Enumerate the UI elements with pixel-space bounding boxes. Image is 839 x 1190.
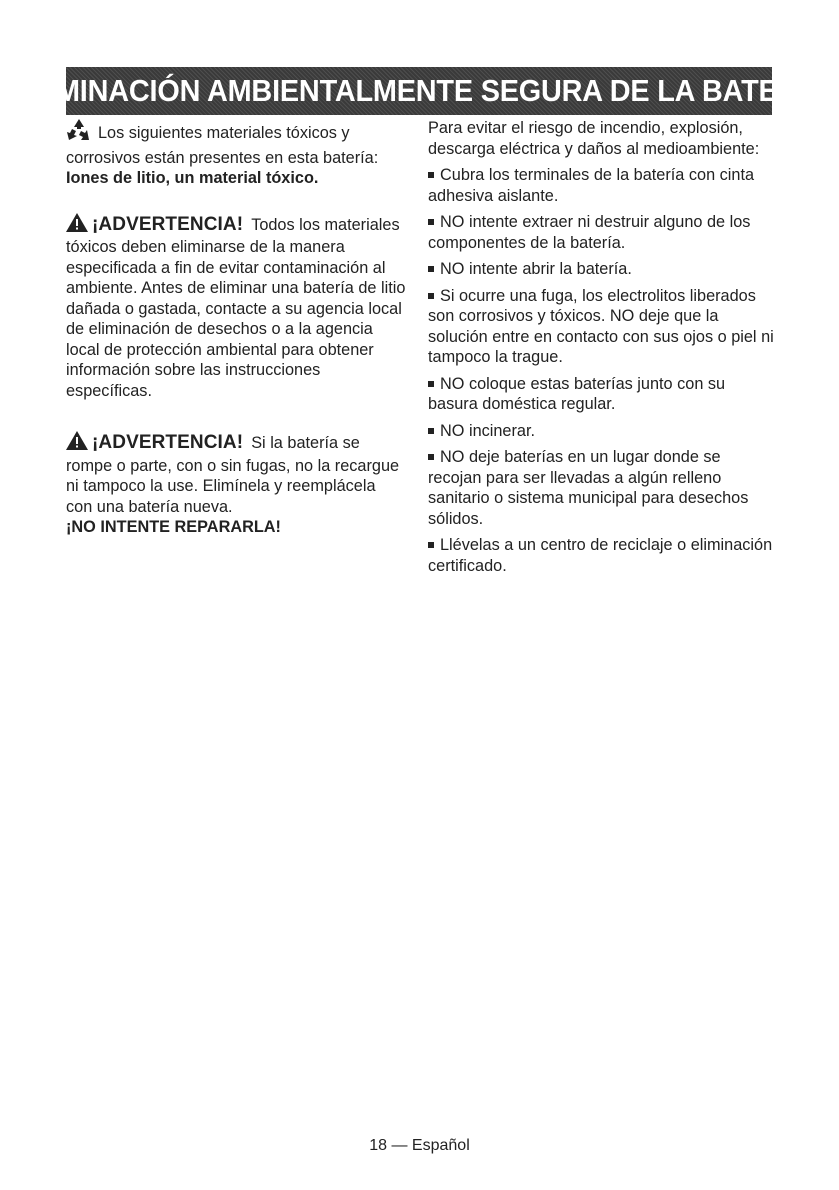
list-item: Cubra los terminales de la batería con cinta adhesiva aislante. [428, 166, 755, 205]
warning-text: Si la batería se rompe o parte, con o sin fugas, no la recargue ni tampoco la use. Elimínela y reemplácela con una batería nueva. [66, 434, 400, 516]
list-item: NO incinerar. [428, 421, 778, 442]
bullet-square-icon [428, 266, 434, 272]
warning-text: Todos los materiales tóxicos deben eliminarse de la manera especificada a fin de evitar contaminación al ambiente. Antes de eliminar una batería de litio dañada o gastada, contacte a su agencia local de eliminación de desechos o a la agencia local de protección ambiental para obtener información sobre las instrucciones específicas. [66, 215, 406, 400]
intro-text: Para evitar el riesgo de incendio, explosión, descarga eléctrica y daños al medioambiente: [428, 119, 760, 158]
list-item: Si ocurre una fuga, los electrolitos liberados son corrosivos y tóxicos. NO deje que la solución entre en contacto con sus ojos o piel ni tampoco la trague. [428, 286, 774, 366]
warning-block-2 [66, 431, 406, 538]
warning-block-1 [66, 213, 406, 402]
bullet-square-icon [428, 542, 434, 548]
right-column [428, 118, 778, 576]
bullet-square-icon [428, 219, 434, 225]
warning-label: ¡ADVERTENCIA! [92, 213, 244, 235]
list-item: Llévelas a un centro de reciclaje o eliminación certificado. [428, 536, 773, 575]
bullet-square-icon [428, 293, 434, 299]
list-item: NO deje baterías en un lugar donde se recojan para ser llevadas a algún relleno sanitario o sistema municipal para desechos sólidos. [428, 448, 749, 528]
banner-title: ELIMINACIÓN AMBIENTALMENTE SEGURA DE LA BATERÍA [11, 73, 827, 108]
warning-label: ¡ADVERTENCIA! [92, 432, 244, 453]
bullet-square-icon [428, 428, 434, 434]
bullet-square-icon [428, 381, 434, 387]
list-item: NO coloque estas baterías junto con su basura doméstica regular. [428, 374, 726, 413]
bullet-square-icon [428, 454, 434, 460]
warning-bold-text: ¡NO INTENTE REPARARLA! [66, 518, 281, 536]
recycle-bold-text: Iones de litio, un material tóxico. [66, 169, 319, 187]
recycle-text: Los siguientes materiales tóxicos y corrosivos están presentes en esta batería: [66, 124, 379, 167]
list-item: NO intente abrir la batería. [428, 259, 778, 280]
list-item: NO intente extraer ni destruir alguno de los componentes de la batería. [428, 213, 751, 252]
recycle-paragraph [66, 118, 406, 189]
section-banner [11, 67, 827, 115]
warning-triangle-icon [66, 431, 88, 456]
warning-triangle-icon [66, 213, 88, 238]
left-column [66, 118, 406, 538]
bullet-square-icon [428, 172, 434, 178]
page-footer: 18 — Español [369, 1137, 470, 1154]
recycle-icon [66, 118, 92, 148]
bullet-list [428, 165, 778, 576]
